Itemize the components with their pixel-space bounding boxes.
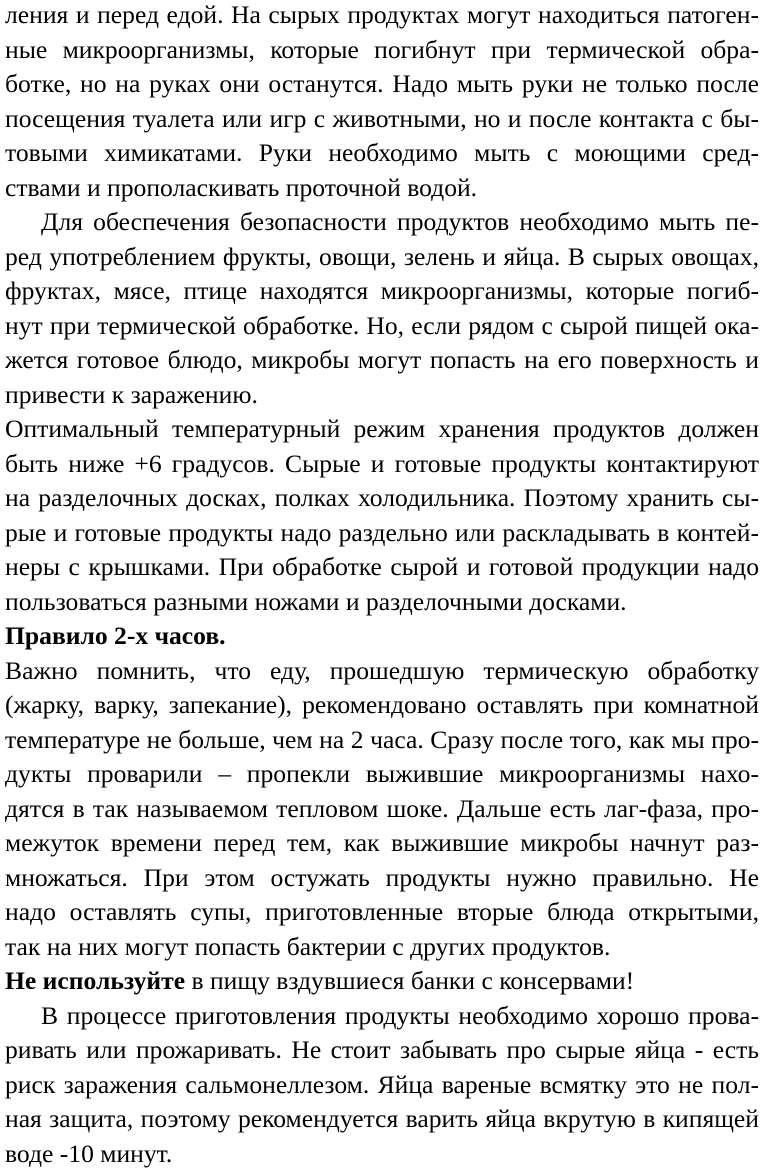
text-line (5, 1137, 759, 1172)
text-line (5, 861, 759, 896)
line-text: ления и перед едой. На сырых продуктах могут находиться патоген- (5, 0, 759, 29)
text-line (5, 516, 759, 551)
text-line (5, 999, 759, 1034)
line-text: ствами и прополаскивать проточной водой. (5, 172, 478, 202)
text-line (5, 1102, 759, 1137)
text-line (5, 688, 759, 723)
line-text: множаться. При этом остужать продукты нужно правильно. Не (5, 862, 759, 892)
text-line (5, 412, 759, 447)
text-line (5, 481, 759, 516)
line-text: надо оставлять супы, приготовленные вторые блюда открытыми, (5, 897, 759, 926)
line-text: так на них могут попасть бактерии с других продуктов. (5, 931, 611, 961)
line-text: посещения туалета или игр с животными, но и после контакта с бы- (5, 103, 759, 133)
text-line (5, 723, 759, 758)
line-text: привести к заражению. (5, 379, 258, 409)
text-line (5, 0, 759, 33)
heading-text: Правило 2-х часов. (5, 621, 226, 650)
line-text: ная защита, поэтому рекомендуется варить яйца вкрутую в кипящей (5, 1104, 759, 1133)
line-text: ные микроорганизмы, которые погибнут при термической обра- (5, 34, 759, 64)
line-text: Оптимальный температурный режим хранения продуктов должен (5, 414, 759, 443)
line-text: рые и готовые продукты надо раздельно или раскладывать в контей- (5, 517, 759, 547)
text-line (5, 792, 759, 827)
text-line (5, 274, 759, 309)
line-text: риск заражения сальмонеллезом. Яйца вареные всмятку это не пол- (5, 1069, 759, 1099)
text-line (5, 1068, 759, 1103)
text-line (5, 826, 759, 861)
text-line (5, 550, 759, 585)
line-text: дятся в так называемом тепловом шоке. Дальше есть лаг-фаза, про- (5, 793, 759, 823)
text-line (5, 240, 759, 275)
warning-bold-text: Не используйте (5, 966, 186, 995)
text-line (5, 33, 759, 68)
text-line (5, 930, 759, 965)
line-text: фруктах, мясе, птице находятся микроорганизмы, которые погиб- (5, 276, 759, 305)
text-line (5, 654, 759, 689)
text-line (5, 343, 759, 378)
text-line (5, 136, 759, 171)
line-text: ривать или прожаривать. Не стоит забывать про сырые яйца - есть (5, 1035, 759, 1064)
line-text: ботке, но на руках они останутся. Надо мыть руки не только после (5, 69, 759, 98)
line-text: Важно помнить, что еду, прошедшую термическую обработку (5, 655, 759, 685)
text-line (5, 102, 759, 137)
line-text: воде -10 минут. (5, 1138, 173, 1168)
warning-line (5, 964, 759, 999)
line-text: (жарку, варку, запекание), рекомендовано оставлять при комнатной (5, 690, 759, 719)
text-line (5, 171, 759, 206)
text-line (5, 757, 759, 792)
line-text: на разделочных досках, полках холодильника. Поэтому хранить сы- (5, 483, 759, 512)
line-text: товыми химикатами. Руки необходимо мыть с моющими сред- (5, 138, 759, 167)
line-text: В процессе приготовления продукты необходимо хорошо прова- (41, 1000, 759, 1030)
text-line (5, 67, 759, 102)
section-heading (5, 619, 759, 654)
line-text: температуре не больше, чем на 2 часа. Сразу после того, как мы про- (5, 724, 759, 754)
line-text: быть ниже +6 градусов. Сырые и готовые продукты контактируют (5, 448, 759, 478)
text-line (5, 378, 759, 413)
line-text: пользоваться разными ножами и разделочными досками. (5, 586, 627, 616)
text-line (5, 1033, 759, 1068)
text-line (5, 205, 759, 240)
line-text: межуток времени перед тем, как выжившие микробы начнут раз- (5, 828, 759, 857)
line-text: неры с крышками. При обработке сырой и готовой продукции надо (5, 552, 759, 581)
document-page (5, 0, 759, 1171)
text-line (5, 309, 759, 344)
text-line (5, 895, 759, 930)
line-text: дукты проварили – пропекли выжившие микроорганизмы нахо- (5, 759, 759, 788)
line-text: Для обеспечения безопасности продуктов необходимо мыть пе- (41, 207, 759, 236)
text-line (5, 585, 759, 620)
warning-text: в пищу вздувшиеся банки с консервами! (185, 966, 635, 995)
text-line (5, 447, 759, 482)
line-text: нут при термической обработке. Но, если рядом с сырой пищей ока- (5, 310, 759, 340)
line-text: ред употреблением фрукты, овощи, зелень и яйца. В сырых овощах, (5, 241, 759, 271)
line-text: жется готовое блюдо, микробы могут попасть на его поверхность и (5, 345, 759, 374)
